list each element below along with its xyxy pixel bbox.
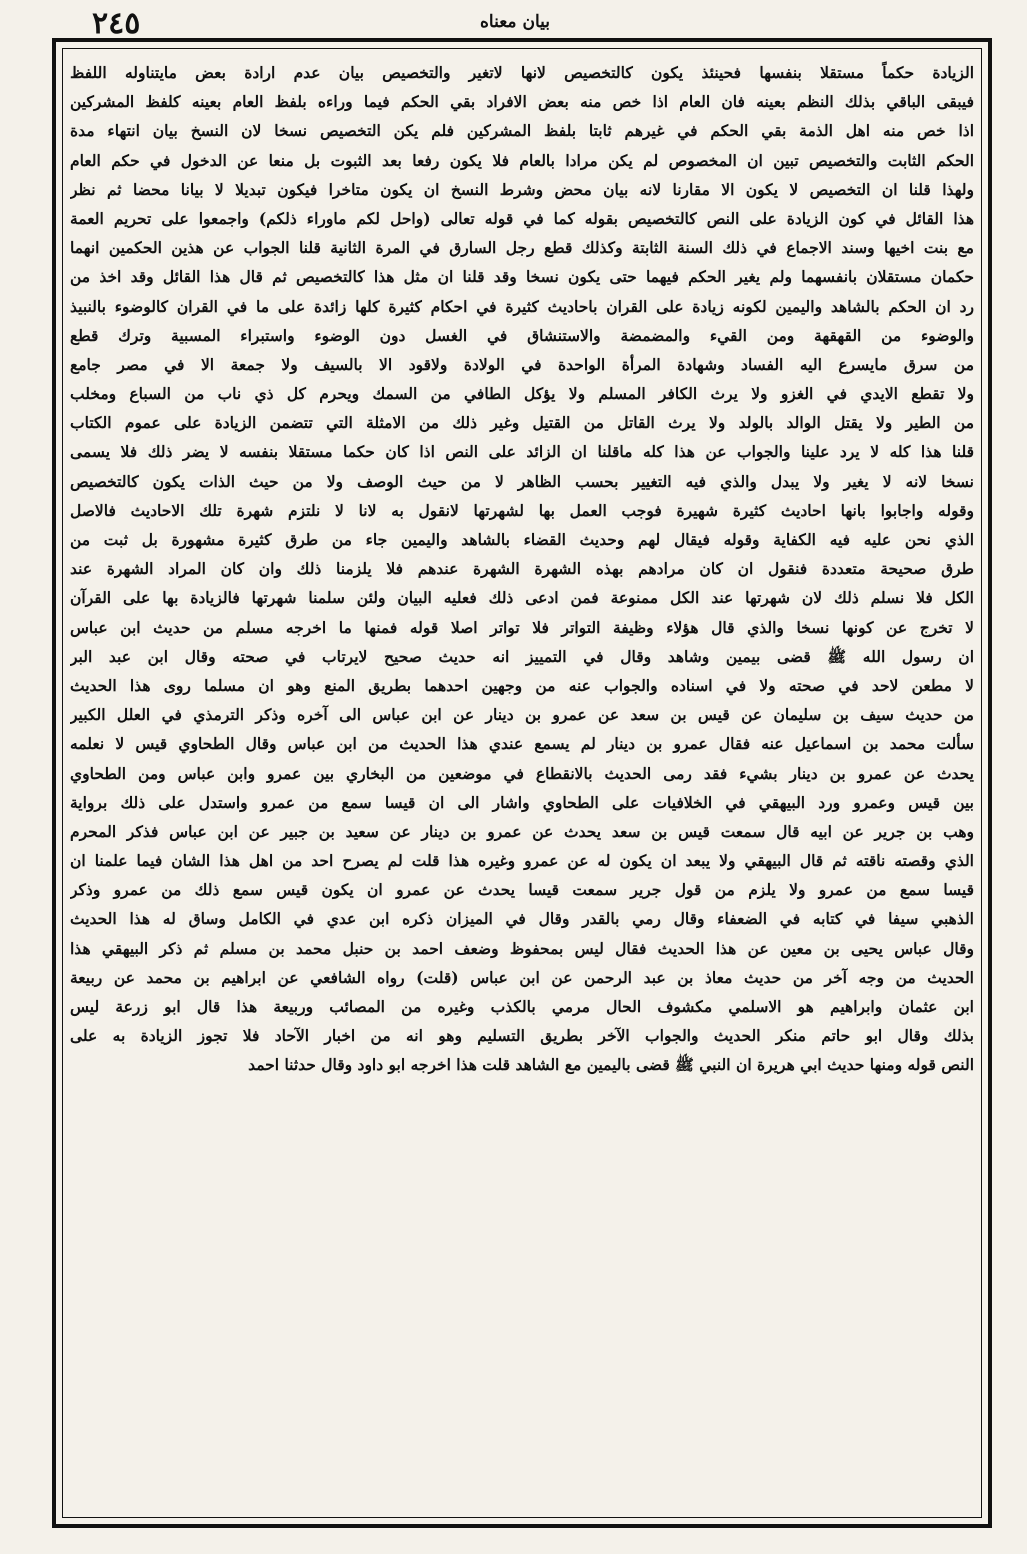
text-line: حكمان مستقلان بانفسهما ولم يغير الحكم فيهما حتى يكون نسخا وقد قلنا ان مثل هذا كالتخصيص ثم قال هذا القائل وقد اخذ من bbox=[70, 267, 974, 287]
text-line: وقال عباس يحيى بن معين عن هذا الحديث فقال ليس بمحفوظ وضعف احمد بن حنبل محمد بن مسلم ثم ذكر البيهقي هذا bbox=[70, 938, 974, 958]
text-line: قلنا هذا كله لا يرد علينا والجواب عن هذا كله ماقلنا ان الزائد على النص اذا كان حكما مستقلا بنفسه لا يضر ذلك فلا يسمى bbox=[70, 442, 974, 462]
text-line: هذا القائل في كون الزيادة على النص كالتخصيص بقوله كما في قوله تعالى (واحل لكم ماوراء ذلكم) واجمعوا على تحريم العمة bbox=[70, 208, 974, 228]
text-line: قيسا سمع من عمرو ولا يلزم من قول جرير سمعت قيسا يحدث عن عمرو ان يكون قيس سمع ذلك من عمرو وذكر bbox=[70, 880, 974, 900]
text-line: الذي نحن عليه فيه الكفاية وقوله فيقال لهم وحديث القضاء بالشاهد واليمين جاء من طرق كثيرة مشهورة بل ثبت من bbox=[70, 530, 974, 549]
text-line: ابن عثمان وابراهيم هو الاسلمي مكشوف الحال مرمي بالكذب وغيره من المصائب وربيعة هذا قال ابو زرعة ليس bbox=[70, 997, 974, 1016]
text-line: ولا تقطع الايدي في الغزو ولا يرث الكافر المسلم ولا يؤكل الطافي من السمك ويحرم كل ذي ناب من السباع ومخلب bbox=[70, 384, 974, 404]
text-line: من حديث سيف بن سليمان عن قيس بن سعد عن عمرو بن دينار عن ابن عباس الى آخره وذكر الترمذي في العلل الكبير bbox=[70, 705, 974, 725]
text-line: اذا خص منه اهل الذمة بقي الحكم في غيرهم ثابتا بلفظ المشركين فلم يكن التخصيص نسخا لان النسخ بيان انتهاء مدة bbox=[70, 121, 974, 141]
text-line: نسخا لانه لا يغير ولا يبدل والذي فيه التغيير بحسب الظاهر لا من حيث الوصف ولا من حيث الذات يكون كالتخصيص bbox=[70, 471, 974, 491]
text-body bbox=[70, 58, 974, 1080]
text-line: الحديث من وجه آخر من حديث معاذ بن عبد الرحمن عن ابن عباس (قلت) رواه الشافعي عن ابراهيم بن محمد عن ربيعة bbox=[70, 967, 974, 987]
text-line: ان رسول الله ﷺ قضى بيمين وشاهد وقال في التمييز انه حديث صحيح لايرتاب في صحته وقال ابن عبد البر bbox=[70, 646, 974, 666]
text-line: لا مطعن لاحد في صحته ولا في اسناده والجواب عنه من وجهين احدهما بطريق المنع وهو ان مسلما روى هذا الحديث bbox=[70, 675, 974, 695]
text-line: من سرق مايسرع اليه الفساد وشهادة المرأة الواحدة في الولادة ولاقود الا بالسيف ولا جمعة الا في مصر جامع bbox=[70, 354, 974, 374]
text-line: رد ان الحكم بالشاهد واليمين لكونه زيادة على القران باحاديث كثيرة في احكام كثيرة كلها زائدة على ما في القران كالوضوء بالنبيذ bbox=[70, 296, 974, 316]
page-number: ٢٤٥ bbox=[92, 6, 141, 41]
text-line: بين قيس وعمرو ورد البيهقي في الخلافيات على الطحاوي واشار الى ان قيسا سمع من عمرو واستدل على ذلك برواية bbox=[70, 792, 974, 812]
text-line: ولهذا قلنا ان التخصيص لا يكون الا مقارنا لانه بيان محض وشرط النسخ ان يكون متاخرا فيكون تبديلا لا بيانا محضا ثم نظر bbox=[70, 179, 974, 199]
text-line: مع بنت اخيها وسند الاجماع في ذلك السنة الثابتة وكذلك قطع رجل السارق في المرة الثانية قلنا الجواب عن هذين الحكمين انهما bbox=[70, 238, 974, 258]
text-line: يحدث عن عمرو بن دينار بشيء فقد رمى الحديث بالانقطاع في موضعين من البخاري بين عمرو وابن عباس ومن الطحاوي bbox=[70, 763, 974, 783]
text-line: الذي وقصته ناقته ثم قال البيهقي ولا يبعد ان يكون له عن عمرو وغيره هذا قلت لم يصرح احد من اهل هذا الشان فيما علمنا ان bbox=[70, 851, 974, 871]
text-line: الزيادة حكماً مستقلا بنفسها فحينئذ يكون كالتخصيص لانها لاتغير والتخصيص بيان عدم ارادة بعض مايتناوله اللفظ bbox=[70, 63, 974, 82]
text-line: سألت محمد بن اسماعيل عنه فقال عمرو بن دينار لم يسمع عندي هذا الحديث من ابن عباس وقال الطحاوي قيس لا نعلمه bbox=[70, 734, 974, 754]
text-line: الحكم الثابت والتخصيص تبين ان المخصوص لم يكن مرادا بالعام فلا يكون رفعا بعد الثبوت بل منعا عن الدخول في حكم العام bbox=[70, 150, 974, 170]
text-line: وقوله واجابوا بانها احاديث كثيرة شهيرة فوجب العمل بها لشهرتها لانقول به لانا لا نلتزم شهرة تلك الاحاديث فالاصل bbox=[70, 500, 974, 520]
running-title: بيان معناه bbox=[480, 12, 550, 32]
text-line: الذهبي سيفا في كتابه في الضعفاء وقال رمي بالقدر وقال في الميزان ذكره ابن عدي في الكامل وساق له هذا الحديث bbox=[70, 909, 974, 929]
text-line: طرق صحيحة متعددة فنقول ان كان مرادهم بهذه الشهرة الشهرة عندهم فلا يلزمنا ذلك وان كان المراد الشهرة عند bbox=[70, 559, 974, 579]
text-line: بذلك وقال ابو حاتم منكر الحديث والجواب الآخر بطريق التسليم وهو انه من اخبار الآحاد فلا تجوز الزيادة به على bbox=[70, 1026, 974, 1046]
text-line: الكل فلا نسلم ذلك لان شهرتها عند الكل ممنوعة فمن ادعى ذلك فعليه البيان ولئن سلمنا شهرتها فالزيادة بها على القرآن bbox=[70, 588, 974, 608]
text-line: النص قوله ومنها حديث ابي هريرة ان النبي ﷺ قضى باليمين مع الشاهد قلت هذا اخرجه ابو داود وقال حدثنا احمد bbox=[248, 1055, 974, 1075]
text-line: والوضوء من القهقهة ومن القيء والمضمضة والاستنشاق في الغسل دون الوضوء واستبراء المسبية وترك قطع bbox=[70, 325, 974, 345]
text-line: فيبقى الباقي بذلك النظم بعينه فان العام اذا خص منه بعض الافراد بقي الحكم فيما وراءه بلفظ العام بعينه كلفظ المشركين bbox=[70, 92, 974, 112]
text-line: من الطير ولا يقتل الوالد بالولد ولا يرث القاتل من القتيل وغير ذلك من الامثلة التي تتضمن الزيادة على عموم الكتاب bbox=[70, 413, 974, 433]
text-line: لا تخرج عن كونها نسخا والذي قال هؤلاء وظيفة التواتر فلا تواتر اصلا قوله فمنها ما اخرجه مسلم من حديث ابن عباس bbox=[70, 617, 974, 637]
text-line: وهب بن جرير عن ابيه قال سمعت قيس بن سعد يحدث عن عمرو بن دينار عن سعيد بن جبير عن ابن عباس فذكر المحرم bbox=[70, 821, 974, 841]
